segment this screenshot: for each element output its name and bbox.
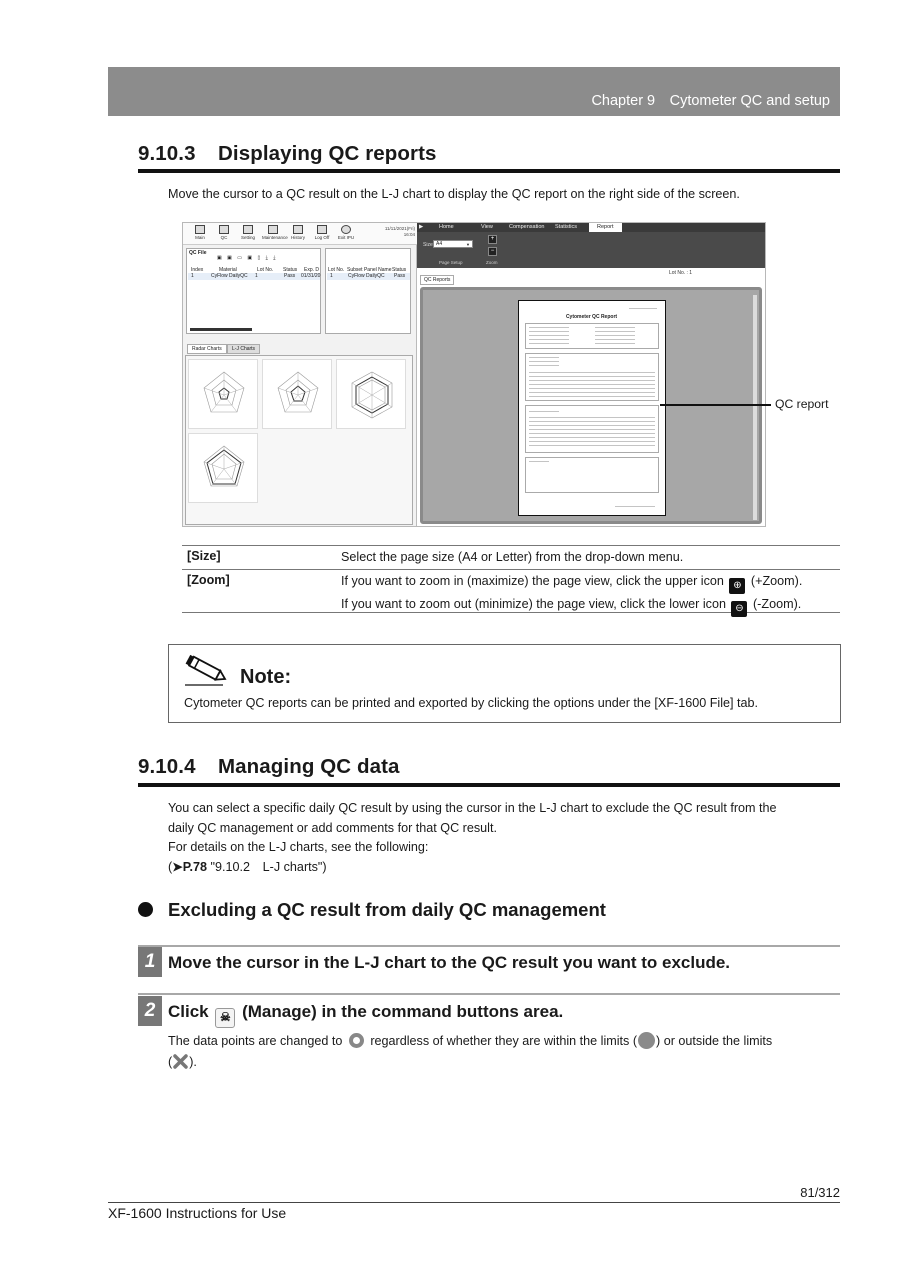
- vertical-scrollbar[interactable]: [753, 295, 757, 520]
- left-pane: [183, 223, 417, 527]
- zoom-in-icon: ⊕: [729, 578, 745, 594]
- zoom-in-button[interactable]: +: [488, 235, 497, 244]
- ribbon-tab-statistics[interactable]: Statistics: [555, 224, 578, 230]
- maintenance-icon: [268, 225, 278, 234]
- toolbar-maintenance-button[interactable]: Maintenance: [262, 224, 284, 244]
- chevron-down-icon: ▼: [466, 242, 470, 247]
- step-1-text: Move the cursor in the L-J chart to the QC result you want to exclude.: [168, 953, 731, 972]
- section-rule: [138, 783, 840, 787]
- report-title: Cytometer QC Report: [565, 314, 618, 320]
- toolbar-timestamp: 11/11/2021(Fri) 16:04: [384, 226, 415, 237]
- ribbon: [417, 232, 766, 268]
- cross-reference[interactable]: (➤P.78 "9.10.2 L-J charts"): [168, 859, 327, 874]
- chapter-title: Chapter 9 Cytometer QC and setup: [591, 93, 830, 109]
- toolbar-exit-button[interactable]: Exit IPU: [335, 224, 357, 244]
- size-label: Size: [423, 242, 433, 248]
- ribbon-tabs: [417, 223, 766, 232]
- page-number: 81/312: [800, 1185, 840, 1200]
- history-icon: [293, 225, 303, 234]
- section-heading-9-10-3: [138, 142, 437, 166]
- toolbar-history-button[interactable]: History: [287, 224, 309, 244]
- qc-file-label: QC File: [189, 250, 207, 256]
- horizontal-scrollbar[interactable]: [190, 328, 252, 331]
- radar-chart[interactable]: [262, 359, 332, 429]
- bullet-icon: [138, 902, 153, 917]
- term-zoom: [Zoom]: [187, 573, 230, 587]
- page-setup-group-label: Page Setup: [439, 260, 463, 265]
- report-pane: [417, 223, 766, 527]
- callout-line: [660, 404, 771, 406]
- setting-icon: [243, 225, 253, 234]
- table-row: [182, 545, 840, 569]
- arrow-icon: ➤: [172, 859, 183, 874]
- footer-rule: [108, 1202, 840, 1203]
- section2-body: You can select a specific daily QC result by using the cursor in the L-J chart to exclude the QC result from the daily QC management or add comments for that QC result. For details on the L-J charts, see the following: (➤P.78 "9.10.2 L-J charts"): [168, 799, 777, 877]
- manage-icon: ☠: [215, 1008, 235, 1028]
- ribbon-tab-compensation[interactable]: Compensation: [509, 224, 545, 230]
- qc-icon: [219, 225, 229, 234]
- footer-doc-title: XF-1600 Instructions for Use: [108, 1205, 287, 1221]
- ribbon-tab-home[interactable]: Home: [439, 224, 454, 230]
- desc-zoom: If you want to zoom in (maximize) the page view, click the upper icon ⊕ (+Zoom). If you want to zoom out (minimize) the page view, click the lower icon ⊖ (-Zoom).: [341, 571, 802, 617]
- section-number: 9.10.3: [138, 142, 196, 165]
- ribbon-tab-view[interactable]: View: [481, 224, 493, 230]
- tab-qc-reports[interactable]: QC Reports: [420, 275, 454, 285]
- main-icon: [195, 225, 205, 234]
- qc-file-panel: QC File ▣ ▣ ▭ ▣ ▯ ⤓ ⤓ Index Material Lot No. Status Exp. D 1 CyFlow DailyQC 1 Pass 01/31/20: [186, 248, 321, 334]
- step-number: 2: [138, 996, 162, 1026]
- main-toolbar: [183, 223, 417, 245]
- step-number: 1: [138, 947, 162, 977]
- step-rule: [138, 945, 840, 947]
- chapter-header-band: [108, 67, 840, 116]
- toolbar-qc-button[interactable]: QC: [213, 224, 235, 244]
- radar-charts-area: [185, 355, 413, 525]
- note-box: [168, 644, 841, 723]
- step-2-text: Click ☠ (Manage) in the command buttons area.: [168, 1002, 563, 1028]
- section-intro: Move the cursor to a QC result on the L-J chart to display the QC report on the right side of the screen.: [168, 187, 740, 201]
- logoff-icon: [317, 225, 327, 234]
- note-title: Note:: [240, 666, 292, 688]
- zoom-out-button[interactable]: −: [488, 247, 497, 256]
- note-text: Cytometer QC reports can be printed and exported by clicking the options under the [XF-1600 File] tab.: [184, 696, 759, 710]
- ribbon-file-tab[interactable]: ▶: [419, 224, 424, 230]
- zoom-out-icon: ⊖: [731, 601, 747, 617]
- step-2-detail: The data points are changed to regardless of whether they are within the limits ( ) or outside the limits ( ).: [168, 1034, 773, 1069]
- software-screenshot: [182, 222, 766, 527]
- step-rule: [138, 993, 840, 995]
- qc-report-page: [518, 300, 666, 516]
- table-row: [182, 569, 840, 613]
- filled-circle-marker-icon: [638, 1032, 655, 1049]
- qc-report-callout: QC report: [775, 397, 829, 411]
- radar-chart[interactable]: [188, 433, 258, 503]
- lot-number: Lot No. : 1: [669, 270, 693, 276]
- subset-panel: Lot No. Subset Panel Name Status 1 CyFlow DailyQC Pass: [325, 248, 411, 334]
- toolbar-main-button[interactable]: Main: [189, 224, 211, 244]
- radar-chart[interactable]: [336, 359, 406, 429]
- tab-radar-charts[interactable]: Radar Charts: [187, 344, 227, 354]
- section-number: 9.10.4: [138, 755, 196, 778]
- tab-lj-charts[interactable]: L-J Charts: [227, 344, 260, 354]
- section-heading-9-10-4: [138, 755, 400, 779]
- exit-icon: [341, 225, 351, 234]
- subsection-title: Excluding a QC result from daily QC management: [168, 899, 606, 920]
- section-title: Managing QC data: [218, 755, 400, 778]
- size-dropdown[interactable]: A4 ▼: [433, 240, 473, 248]
- ring-marker-icon: [349, 1033, 364, 1048]
- pencil-icon: [183, 653, 229, 687]
- zoom-group-label: Zoom: [486, 260, 498, 265]
- toolbar-logoff-button[interactable]: Log Off: [311, 224, 333, 244]
- term-size: [Size]: [187, 549, 221, 563]
- definitions-table: [182, 545, 840, 613]
- qc-file-command-icons[interactable]: ▣ ▣ ▭ ▣ ▯ ⤓ ⤓: [217, 255, 278, 261]
- section-rule: [138, 169, 840, 173]
- toolbar-setting-button[interactable]: Setting: [237, 224, 259, 244]
- desc-size: Select the page size (A4 or Letter) from the drop-down menu.: [341, 550, 684, 564]
- ribbon-tab-report[interactable]: Report: [589, 223, 622, 232]
- section-title: Displaying QC reports: [218, 142, 437, 165]
- x-marker-icon: [172, 1053, 189, 1070]
- radar-chart[interactable]: [188, 359, 258, 429]
